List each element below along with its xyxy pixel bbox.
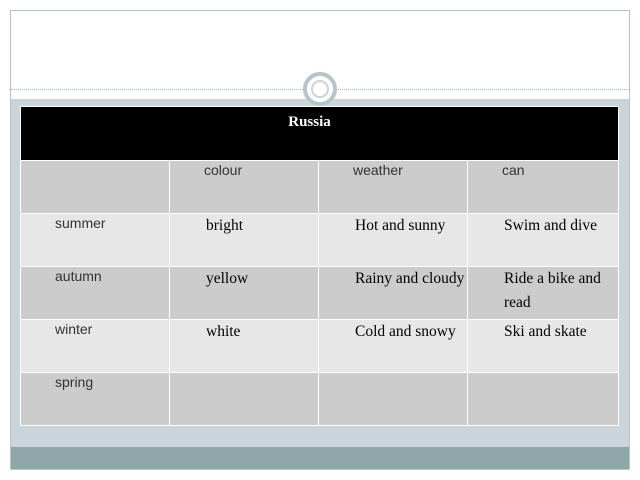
table-cell	[319, 320, 468, 373]
column-header-cell	[468, 161, 619, 214]
column-header-can: can	[502, 162, 525, 178]
table-row	[21, 373, 619, 426]
row-header-winter: winter	[55, 321, 93, 337]
table-cell	[468, 373, 619, 426]
table-header-row	[21, 161, 619, 214]
cell-weather: Cold and snowy	[355, 323, 456, 340]
cell-can: Swim and dive	[504, 217, 597, 234]
row-header-spring: spring	[55, 374, 94, 390]
table-cell	[319, 373, 468, 426]
table-cell	[319, 267, 468, 320]
row-header-summer: summer	[55, 215, 106, 231]
table-row	[21, 267, 619, 320]
table-cell	[468, 267, 619, 320]
row-header-cell	[21, 214, 170, 267]
column-header-colour: colour	[204, 162, 243, 178]
table-cell	[170, 267, 319, 320]
cell-can: Ride a bike and read	[504, 270, 601, 311]
table-row	[21, 214, 619, 267]
cell-can: Ski and skate	[504, 323, 587, 340]
ring-ornament-icon	[303, 72, 337, 106]
row-header-cell	[21, 373, 170, 426]
table-cell	[468, 214, 619, 267]
corner-cell	[21, 161, 170, 214]
table-title-cell	[21, 107, 619, 161]
table-cell	[468, 320, 619, 373]
column-header-cell	[319, 161, 468, 214]
column-header-cell	[170, 161, 319, 214]
cell-weather: Hot and sunny	[355, 217, 446, 234]
column-header-weather: weather	[353, 162, 403, 178]
row-header-cell	[21, 320, 170, 373]
table-cell	[170, 320, 319, 373]
row-header-cell	[21, 267, 170, 320]
table-row	[21, 320, 619, 373]
cell-colour: bright	[206, 217, 244, 234]
cell-colour: yellow	[206, 270, 249, 287]
cell-weather: Rainy and cloudy	[355, 270, 465, 287]
table-title: Russia	[288, 114, 331, 130]
table-cell	[319, 214, 468, 267]
table-cell	[170, 214, 319, 267]
cell-colour: white	[206, 323, 241, 340]
slide-footer-band	[11, 447, 629, 469]
seasons-table	[20, 106, 619, 426]
row-header-autumn: autumn	[55, 268, 102, 284]
table-cell	[170, 373, 319, 426]
